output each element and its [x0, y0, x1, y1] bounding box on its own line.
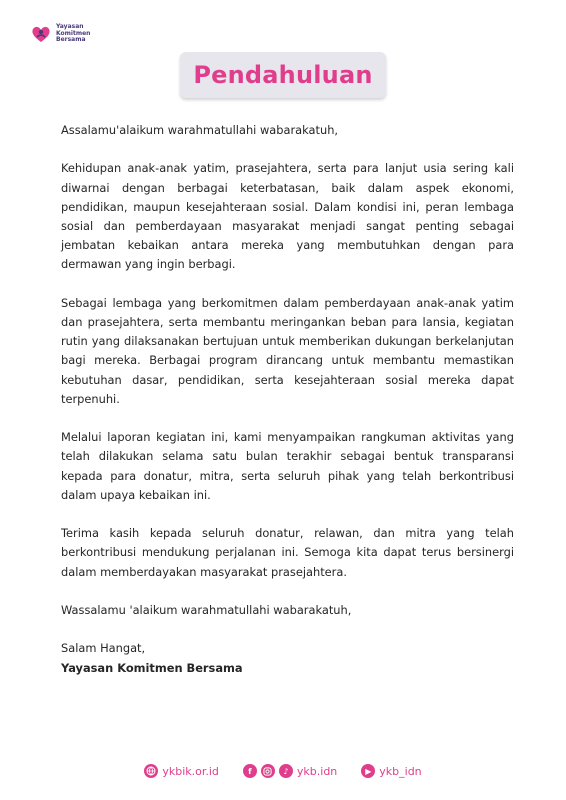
youtube-icon: ▶ [361, 764, 375, 778]
footer [0, 764, 566, 778]
globe-icon [144, 764, 158, 778]
title-box [180, 52, 386, 98]
paragraph-4: Terima kasih kepada seluruh donatur, relawan, dan mitra yang telah berkontribusi mendukung perjalanan ini. Semoga kita dapat terus bersinergi dalam memberdayakan masyarakat prasejahtera. [61, 526, 514, 579]
logo [30, 24, 90, 44]
page-title: Pendahuluan [193, 61, 373, 89]
paragraph-2: Sebagai lembaga yang berkomitmen dalam pemberdayaan anak-anak yatim dan prasejahtera, serta membantu meringankan beban para lansia, kegiatan rutin yang dilaksanakan bertujuan untuk memberikan dukungan berkelanjutan bagi mereka. Berbagai program dirancang untuk membantu memastikan kebutuhan dasar, pendidikan, serta kesejahteraan sosial mereka dapat terpenuhi. [61, 295, 514, 406]
website-link[interactable] [144, 764, 219, 778]
salutation: Salam Hangat, [61, 641, 146, 656]
greeting: Assalamu'alaikum warahmatullahi wabarakatuh, [61, 123, 339, 137]
letter-body [61, 121, 514, 678]
youtube-handle: ykb_idn [379, 764, 422, 778]
signature-line [61, 659, 514, 678]
paragraph-3: Melalui laporan kegiatan ini, kami menyampaikan rangkuman aktivitas yang telah dilakukan selama satu bulan terakhir sebagai bentuk transparansi kepada para donatur, mitra, serta seluruh pihak yang telah berkontribusi dalam upaya kebaikan ini. [61, 430, 514, 502]
logo-heart-icon [30, 24, 52, 44]
facebook-icon[interactable]: f [243, 764, 257, 778]
youtube-link[interactable] [361, 764, 421, 778]
tiktok-icon[interactable]: ♪ [279, 764, 293, 778]
logo-line-3: Bersama [56, 36, 86, 44]
social-handle: ykb.idn [296, 764, 338, 778]
signature: Yayasan Komitmen Bersama [61, 660, 243, 675]
logo-text [56, 24, 90, 44]
website-text: ykbik.or.id [162, 764, 219, 778]
social-links[interactable] [243, 764, 337, 778]
instagram-icon[interactable] [261, 764, 275, 778]
closing: Wassalamu 'alaikum warahmatullahi wabarakatuh, [61, 603, 352, 617]
logo-line-2: Komitmen [56, 29, 91, 37]
paragraph-1: Kehidupan anak-anak yatim, prasejahtera, serta para lanjut usia sering kali diwarnai dengan berbagai keterbatasan, baik dalam aspek ekonomi, pendidikan, maupun kesejahteraan sosial. Dalam kondisi ini, peran lembaga sosial dan pemberdayaan masyarakat menjadi sangat penting sebagai jembatan kebaikan antara mereka yang membutuhkan dengan para dermawan yang ingin berbagi. [61, 161, 514, 272]
logo-line-1: Yayasan [56, 23, 84, 31]
